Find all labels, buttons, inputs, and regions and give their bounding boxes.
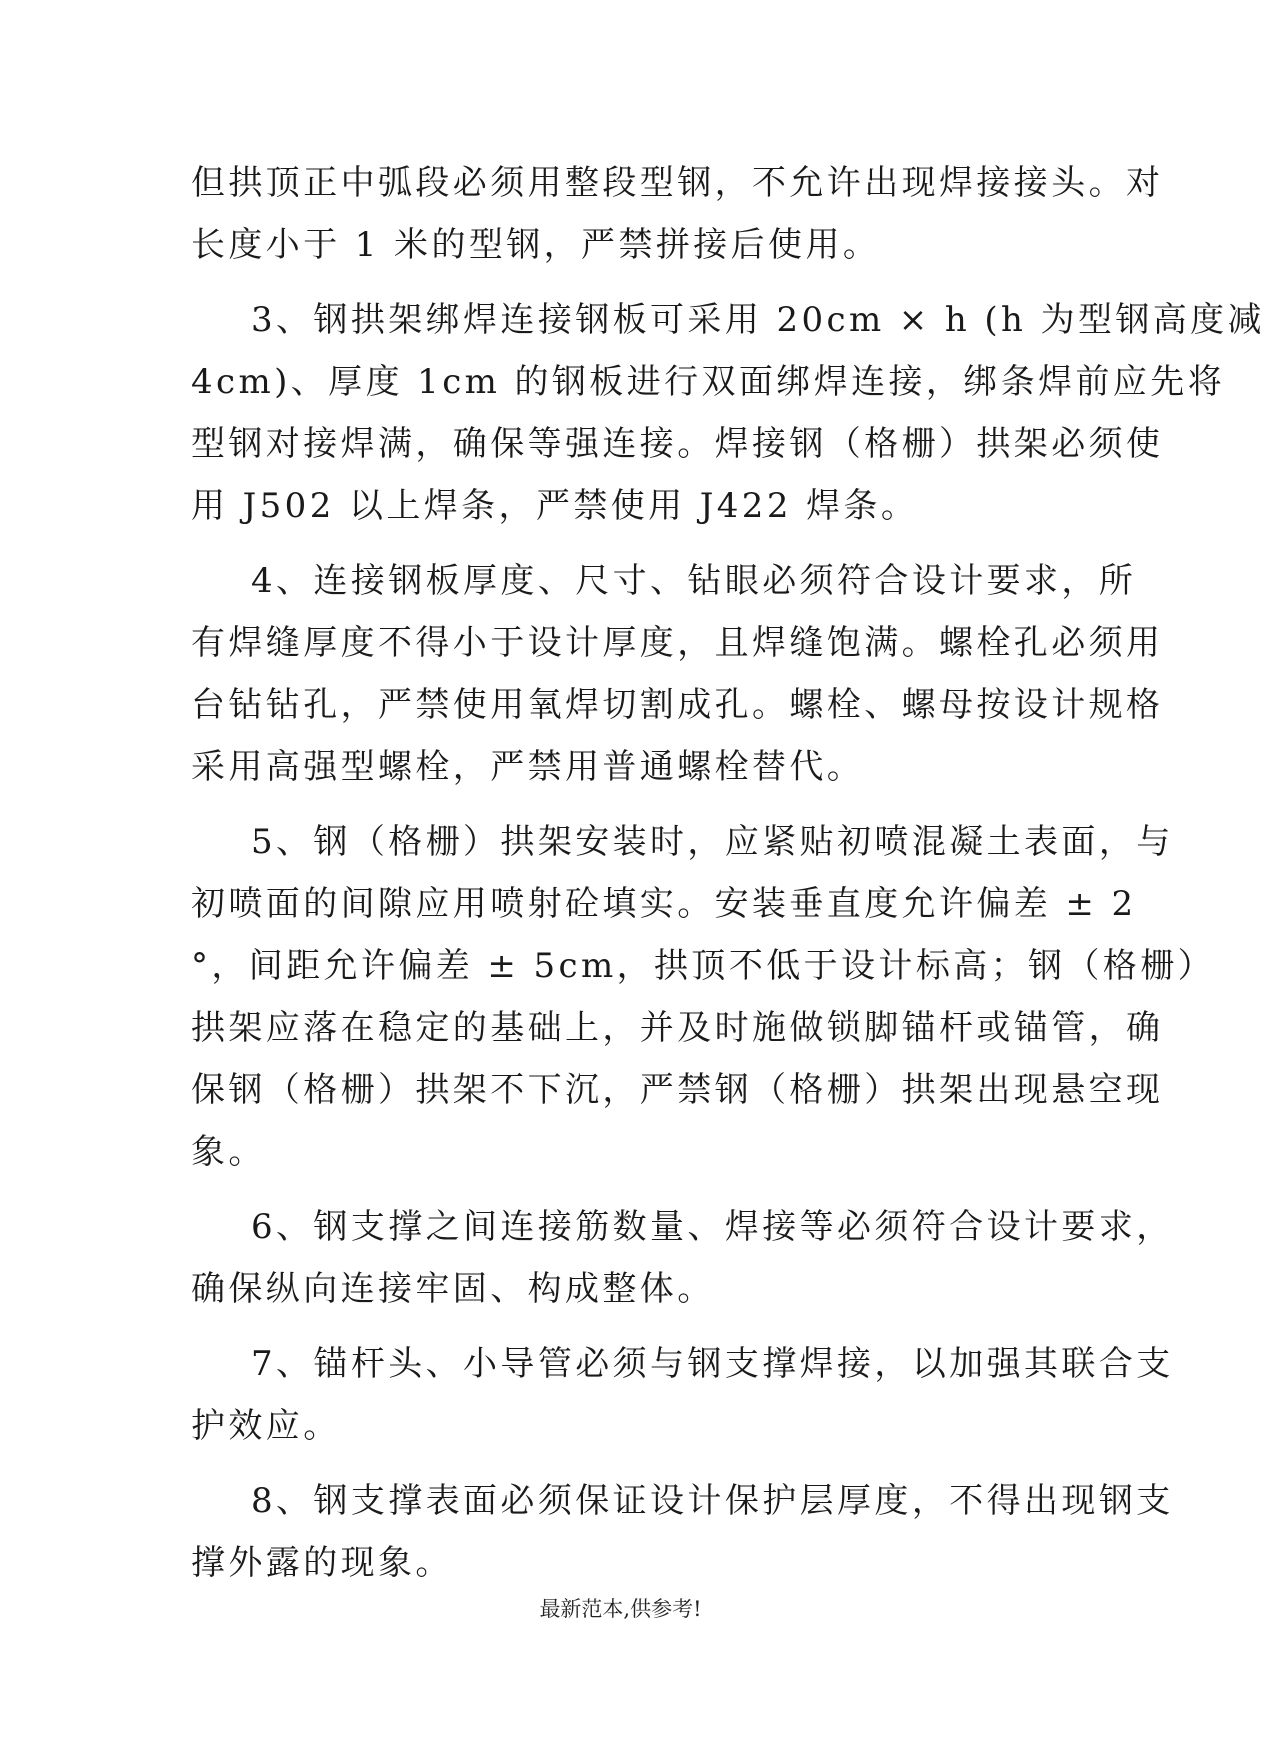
text-line: 采用高强型螺栓，严禁用普通螺栓替代。 bbox=[191, 747, 865, 787]
text-line: 有焊缝厚度不得小于设计厚度，且焊缝饱满。螺栓孔必须用 bbox=[191, 623, 1164, 663]
paragraph-gap bbox=[191, 1457, 1051, 1470]
text-line: 8、钢支撑表面必须保证设计保护层厚度，不得出现钢支 bbox=[251, 1481, 1174, 1521]
text-line: 拱架应落在稳定的基础上，并及时施做锁脚锚杆或锚管，确 bbox=[191, 1008, 1164, 1048]
text-line: 4cm)、厚度 1cm 的钢板进行双面绑焊连接，绑条焊前应先将 bbox=[191, 362, 1226, 402]
text-line: 型钢对接焊满，确保等强连接。焊接钢（格栅）拱架必须使 bbox=[191, 424, 1164, 464]
text-line: 但拱顶正中弧段必须用整段型钢，不允许出现焊接接头。对 bbox=[191, 163, 1164, 203]
text-line: 7、锚杆头、小导管必须与钢支撑焊接，以加强其联合支 bbox=[251, 1344, 1174, 1384]
text-line: °，间距允许偏差 ± 5cm，拱顶不低于设计标高；钢（格栅） bbox=[191, 946, 1216, 986]
paragraph-gap bbox=[191, 798, 1051, 811]
paragraph-gap bbox=[191, 276, 1051, 289]
text-line: 5、钢（格栅）拱架安装时，应紧贴初喷混凝土表面，与 bbox=[251, 822, 1174, 862]
body-text bbox=[191, 152, 1265, 1594]
text-line: 撑外露的现象。 bbox=[191, 1543, 453, 1583]
text-line: 用 J502 以上焊条，严禁使用 J422 焊条。 bbox=[191, 486, 919, 526]
text-line: 台钻钻孔，严禁使用氧焊切割成孔。螺栓、螺母按设计规格 bbox=[191, 685, 1164, 725]
text-line: 确保纵向连接牢固、构成整体。 bbox=[191, 1269, 715, 1309]
text-line: 长度小于 1 米的型钢，严禁拼接后使用。 bbox=[191, 225, 881, 265]
paragraph-gap bbox=[191, 537, 1051, 550]
paragraph-gap bbox=[191, 1320, 1051, 1333]
text-line: 3、钢拱架绑焊连接钢板可采用 20cm × h (h 为型钢高度减 bbox=[251, 300, 1265, 340]
text-line: 6、钢支撑之间连接筋数量、焊接等必须符合设计要求， bbox=[251, 1207, 1174, 1247]
text-line: 保钢（格栅）拱架不下沉，严禁钢（格栅）拱架出现悬空现 bbox=[191, 1070, 1164, 1110]
text-line: 初喷面的间隙应用喷射砼填实。安装垂直度允许偏差 ± 2 bbox=[191, 884, 1137, 924]
paragraph-gap bbox=[191, 1183, 1051, 1196]
text-line: 象。 bbox=[191, 1132, 266, 1172]
page-footer: 最新范本,供参考! bbox=[539, 1597, 702, 1621]
text-line: 4、连接钢板厚度、尺寸、钻眼必须符合设计要求，所 bbox=[251, 561, 1137, 601]
text-line: 护效应。 bbox=[191, 1406, 341, 1446]
